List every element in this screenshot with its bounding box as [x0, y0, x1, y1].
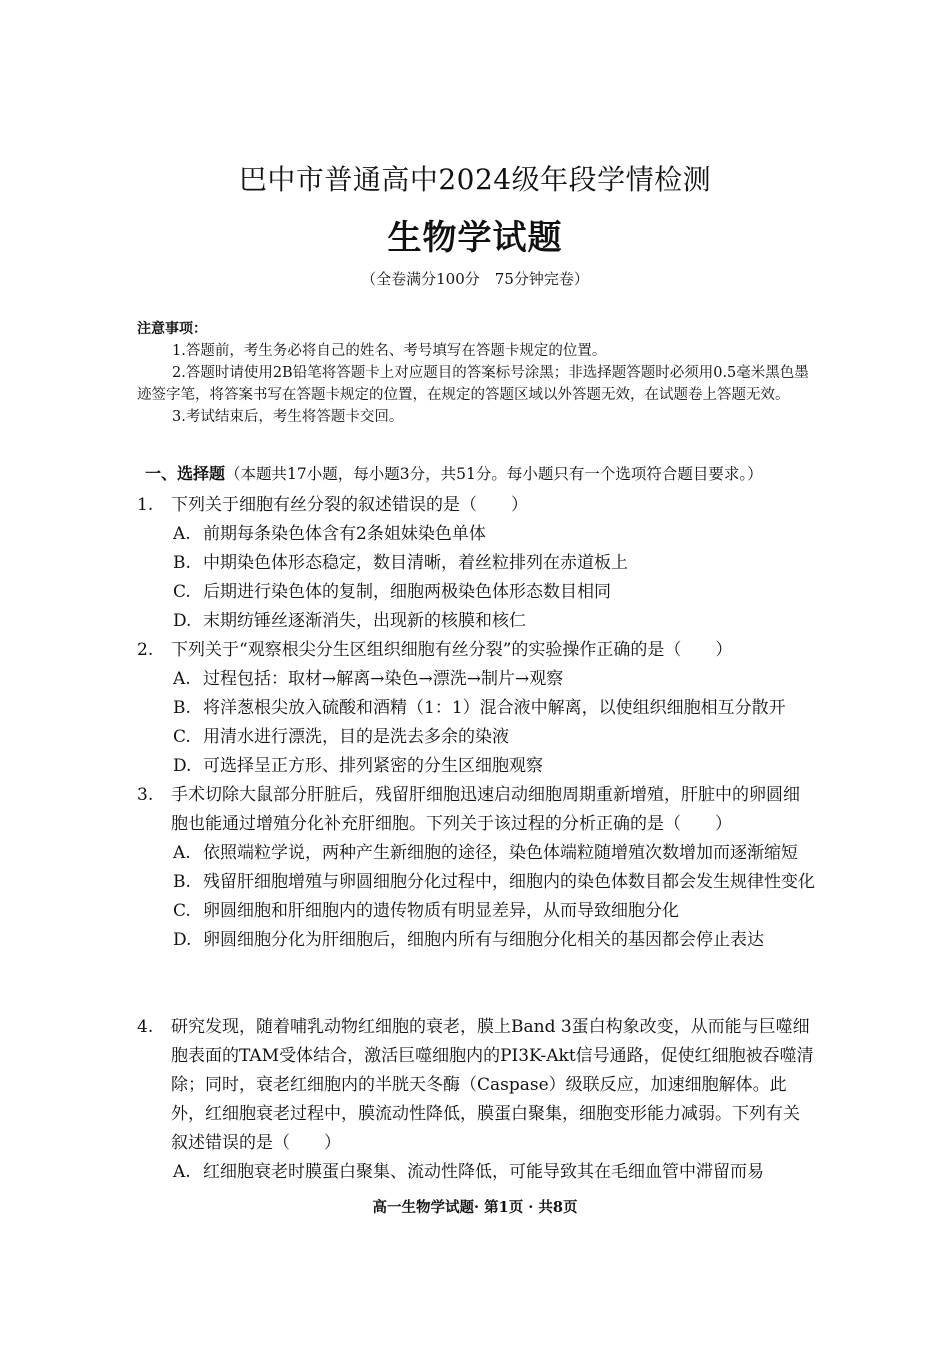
question-1: [137, 491, 815, 636]
option-d: [137, 607, 815, 636]
question-3: [137, 781, 815, 955]
option-label: A.: [173, 1162, 191, 1182]
option-b: [137, 868, 815, 897]
option-text: 前期每条染色体含有2条姐妹染色单体: [203, 524, 486, 544]
question-stem: [137, 636, 815, 665]
option-c: [137, 897, 815, 926]
option-c: [137, 723, 815, 752]
option-label: D.: [173, 930, 192, 950]
option-label: C.: [173, 582, 191, 602]
option-a: [137, 665, 815, 694]
note-item: 3.考试结束后，考生将答题卡交回。: [172, 409, 404, 425]
question-number: 1.: [137, 495, 154, 515]
option-label: D.: [173, 756, 192, 776]
question-text: 研究发现，随着哺乳动物红细胞的衰老，膜上Band 3蛋白构象改变，从而能与巨噬细胞表面的TAM受体结合，激活巨噬细胞内的PI3K-Akt信号通路，促使红细胞被吞噬清除；同时，衰老红细胞内的半胱天冬酶（Caspase）级联反应，加速细胞解体。此外，红细胞衰老过程中，膜流动性降低，膜蛋白聚集，细胞变形能力减弱。下列有关叙述错误的是（ ）: [171, 1017, 814, 1153]
question-stem: [137, 1013, 815, 1158]
option-d: [137, 926, 815, 955]
option-b: [137, 549, 815, 578]
option-label: A.: [173, 669, 191, 689]
exam-title: 巴中市普通高中2024级年段学情检测: [238, 163, 712, 196]
section-heading: [145, 462, 825, 486]
question-number: 2.: [137, 640, 154, 660]
exam-info: （全卷满分100分 75分钟完卷）: [361, 270, 589, 288]
section-title: 一、选择题: [145, 464, 226, 483]
option-a: [137, 1158, 815, 1187]
question-stem: [137, 781, 815, 839]
option-label: A.: [173, 843, 191, 863]
option-text: 后期进行染色体的复制，细胞两极染色体形态数目相同: [203, 582, 611, 602]
question-number: 3.: [137, 785, 154, 805]
option-label: C.: [173, 727, 191, 747]
question-2: [137, 636, 815, 781]
option-label: C.: [173, 901, 191, 921]
option-text: 残留肝细胞增殖与卵圆细胞分化过程中，细胞内的染色体数目都会发生规律性变化: [203, 872, 815, 892]
option-label: B.: [173, 553, 191, 573]
section-desc: （本题共17小题，每小题3分，共51分。每小题只有一个选项符合题目要求。）: [225, 465, 763, 483]
question-text: 手术切除大鼠部分肝脏后，残留肝细胞迅速启动细胞周期重新增殖，肝脏中的卵圆细胞也能通过增殖分化补充肝细胞。下列关于该过程的分析正确的是（ ）: [171, 785, 800, 834]
notes-heading: 注意事项：: [137, 321, 207, 337]
option-text: 用清水进行漂洗，目的是洗去多余的染液: [203, 727, 509, 747]
option-text: 依照端粒学说，两种产生新细胞的途径，染色体端粒随增殖次数增加而逐渐缩短: [203, 843, 798, 863]
option-b: [137, 694, 815, 723]
question-text: 下列关于“观察根尖分生区组织细胞有丝分裂”的实验操作正确的是（ ）: [171, 640, 733, 660]
question-number: 4.: [137, 1017, 154, 1037]
option-text: 可选择呈正方形、排列紧密的分生区细胞观察: [203, 756, 543, 776]
option-a: [137, 839, 815, 868]
option-d: [137, 752, 815, 781]
notes-block: [137, 318, 817, 428]
option-c: [137, 578, 815, 607]
question-stem: [137, 491, 815, 520]
question-text: 下列关于细胞有丝分裂的叙述错误的是（ ）: [171, 495, 528, 515]
question-4: [137, 1013, 815, 1187]
option-text: 卵圆细胞分化为肝细胞后，细胞内所有与细胞分化相关的基因都会停止表达: [203, 930, 764, 950]
option-a: [137, 520, 815, 549]
option-label: D.: [173, 611, 192, 631]
option-label: A.: [173, 524, 191, 544]
option-text: 中期染色体形态稳定，数目清晰，着丝粒排列在赤道板上: [203, 553, 628, 573]
note-item: 2.答题时请使用2B铅笔将答题卡上对应题目的答案标号涂黑；非选择题答题时必须用0.5毫米黑色墨迹签字笔，将答案书写在答题卡规定的位置，在规定的答题区域以外答题无效，在试题卷上答题无效。: [137, 365, 809, 403]
subject-title: 生物学试题: [387, 218, 563, 258]
option-label: B.: [173, 872, 191, 892]
option-text: 卵圆细胞和肝细胞内的遗传物质有明显差异，从而导致细胞分化: [203, 901, 679, 921]
option-text: 过程包括：取材→解离→染色→漂洗→制片→观察: [203, 669, 564, 689]
option-text: 将洋葱根尖放入硫酸和酒精（1：1）混合液中解离，以使组织细胞相互分散开: [203, 698, 786, 718]
note-item: 1.答题前，考生务必将自己的姓名、考号填写在答题卡规定的位置。: [172, 343, 607, 359]
page-footer: 高一生物学试题· 第1页 · 共8页: [372, 1199, 578, 1216]
option-text: 红细胞衰老时膜蛋白聚集、流动性降低，可能导致其在毛细血管中滞留而易: [203, 1162, 764, 1182]
option-label: B.: [173, 698, 191, 718]
option-text: 末期纺锤丝逐渐消失，出现新的核膜和核仁: [203, 611, 526, 631]
